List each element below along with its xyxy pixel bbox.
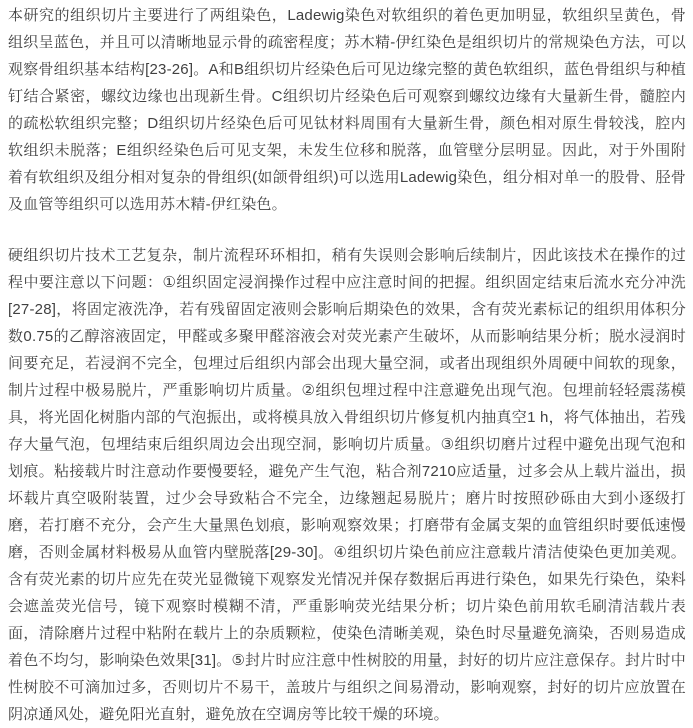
paragraph-staining-comparison: 本研究的组织切片主要进行了两组染色，Ladewig染色对软组织的着色更加明显，软组织呈黄色，骨组织呈蓝色，并且可以清晰地显示骨的疏密程度；苏木精-伊红染色是组织切片的常规染色方法，可以观察骨组织基本结构[23-26]。A和B组织切片经染色后可见边缘完整的黄色软组织，蓝色骨组织与种植钉结合紧密，螺纹边缘也出现新生骨。C组织切片经染色后可观察到螺纹边缘有大量新生骨，髓腔内的疏松软组织完整；D组织切片经染色后可见钛材料周围有大量新生骨，颜色相对原生骨较浅，腔内软组织未脱落；E组织经染色后可见支架，未发生位移和脱落，血管壁分层明显。因此，对于外围附着有软组织及组分相对复杂的骨组织(如颌骨组织)可以选用Ladewig染色，组分相对单一的股骨、胫骨及血管等组织可以选用苏木精-伊红染色。 <box>8 7 686 213</box>
paragraph-sectioning-precautions: 硬组织切片技术工艺复杂，制片流程环环相扣，稍有失误则会影响后续制片，因此该技术在操作的过程中要注意以下问题：①组织固定浸润操作过程中应注意时间的把握。组织固定结束后流水充分冲洗[27-28]，将固定液洗净，若有残留固定液则会影响后期染色的效果，含有荧光素标记的组织用体积分数0.75的乙醇溶液固定，甲醛或多聚甲醛溶液会对荧光素产生破坏，从而影响结果分析；脱水浸润时间要充足，若浸润不完全，包埋过后组织内部会出现大量空洞，或者出现组织外周硬中间软的现象，制片过程中极易脱片，严重影响切片质量。②组织包埋过程中注意避免出现气泡。包埋前轻轻震荡模具，将光固化树脂内部的气泡振出，或将模具放入骨组织切片修复机内抽真空1 h，将气体抽出，若残存大量气泡，包埋结束后组织周边会出现空洞，影响切片质量。③组织切磨片过程中避免出现气泡和划痕。粘接载片时注意动作要慢要轻，避免产生气泡，粘合剂7210应适量，过多会从上载片溢出，损坏载片真空吸附装置，过少会导致粘合不完全，边缘翘起易脱片；磨片时按照砂砾由大到小逐级打磨，若打磨不充分，会产生大量黑色划痕，影响观察效果；打磨带有金属支架的血管组织时要低速慢磨，否则金属材料极易从血管内壁脱落[29-30]。④组织切片染色前应注意载片清洁使染色更加美观。含有荧光素的切片应先在荧光显微镜下观察发光情况并保存数据后再进行染色，如果先行染色，染料会遮盖荧光信号，镜下观察时模糊不清，严重影响荧光结果分析；切片染色前用软毛刷清洁载片表面，清除磨片过程中粘附在载片上的杂质颗粒，使染色清晰美观，染色时尽量避免滴染，否则易造成着色不均匀，影响染色效果[31]。⑤封片时应注意中性树胶的用量，封好的切片应注意保存。封片时中性树胶不可滴加过多，否则切片不易干，盖玻片与组织之间易滑动，影响观察，封好的切片应放置在阴凉通风处，避免阳光直射，避免放在空调房等比较干燥的环境。 <box>8 247 686 723</box>
